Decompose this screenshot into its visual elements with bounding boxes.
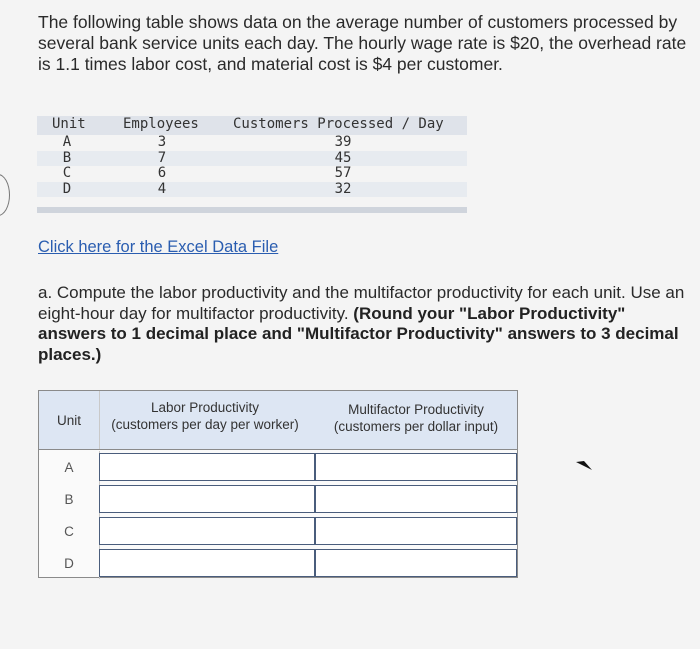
cell-unit: C xyxy=(62,165,72,181)
labor-header-units: (customers per day per worker) xyxy=(111,417,299,432)
labor-productivity-input-a[interactable] xyxy=(99,453,315,481)
answer-unit-label: A xyxy=(39,451,100,483)
excel-data-link[interactable]: Click here for the Excel Data File xyxy=(38,238,279,256)
cell-customers: 39 xyxy=(334,134,352,150)
answer-row-c xyxy=(39,515,517,547)
cell-customers: 32 xyxy=(334,180,352,197)
mfp-header-units: (customers per dollar input) xyxy=(333,419,499,434)
table-row xyxy=(37,151,467,167)
cell-employees: 3 xyxy=(157,134,167,150)
cell-unit: A xyxy=(62,134,72,150)
multifactor-productivity-input-a[interactable] xyxy=(315,453,517,481)
header-customers: Customers Processed / Day xyxy=(233,116,444,132)
answer-row-a xyxy=(39,451,517,483)
labor-productivity-input-d[interactable] xyxy=(99,549,315,577)
answer-table-header xyxy=(39,391,517,450)
answer-unit-label: D xyxy=(39,547,100,579)
header-unit: Unit xyxy=(52,116,86,132)
labor-header-title: Labor Productivity xyxy=(150,400,260,415)
answer-row-d xyxy=(39,547,517,579)
table-bottom-rule xyxy=(37,207,467,213)
data-table-header xyxy=(37,116,467,135)
cell-employees: 6 xyxy=(157,165,167,181)
partial-bracket-icon xyxy=(0,174,10,216)
table-row xyxy=(37,166,467,182)
customer-data-table xyxy=(37,116,467,213)
answer-header-labor xyxy=(99,399,311,433)
cell-employees: 4 xyxy=(157,180,167,197)
cell-unit: D xyxy=(62,180,72,197)
answer-unit-label: B xyxy=(39,483,100,515)
answer-header-multifactor xyxy=(315,401,517,435)
answer-row-b xyxy=(39,483,517,515)
multifactor-productivity-input-b[interactable] xyxy=(315,485,517,513)
cell-customers: 57 xyxy=(334,165,352,181)
answer-table xyxy=(38,390,518,578)
problem-intro: The following table shows data on the average number of customers processed by several bank service units each day. The hourly wage rate is $20, the overhead rate is 1.1 times labor cost, and material cost is $4 per customer. xyxy=(38,12,687,74)
question-text xyxy=(38,283,698,365)
mouse-cursor-icon xyxy=(572,454,594,476)
cell-customers: 45 xyxy=(334,149,352,166)
answer-header-unit: Unit xyxy=(39,391,100,449)
labor-productivity-input-c[interactable] xyxy=(99,517,315,545)
header-employees: Employees xyxy=(123,116,199,132)
table-row xyxy=(37,182,467,198)
cell-employees: 7 xyxy=(157,149,167,166)
rounding-instructions: (Round your "Labor Productivity" answers to 1 decimal place and "Multifactor Productivity" answers to 3 decimal places.) xyxy=(38,303,679,364)
labor-productivity-input-b[interactable] xyxy=(99,485,315,513)
mfp-header-title: Multifactor Productivity xyxy=(348,402,484,417)
multifactor-productivity-input-d[interactable] xyxy=(315,549,517,577)
multifactor-productivity-input-c[interactable] xyxy=(315,517,517,545)
question-prompt: a. Compute the labor productivity and the multifactor productivity for each unit. Use an eight-hour day for multifactor productivity. xyxy=(38,283,685,323)
answer-unit-label: C xyxy=(39,515,100,547)
table-row xyxy=(37,135,467,151)
cell-unit: B xyxy=(62,149,72,166)
